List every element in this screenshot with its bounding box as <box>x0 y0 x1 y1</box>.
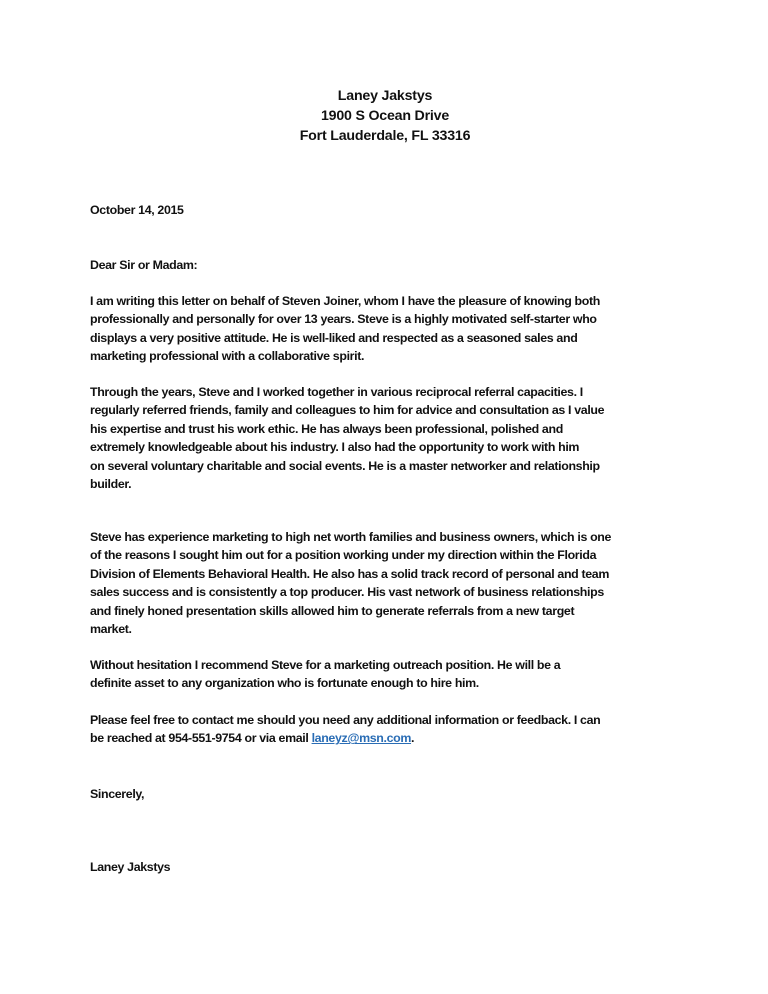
paragraph-line: marketing professional with a collaborative spirit. <box>90 349 365 364</box>
email-link[interactable]: laneyz@msn.com <box>311 731 412 746</box>
signature-name: Laney Jakstys <box>90 860 171 874</box>
paragraph-line: Without hesitation I recommend Steve for a marketing outreach position. He will be a <box>90 658 561 672</box>
sender-street: 1900 S Ocean Drive <box>320 108 450 124</box>
paragraph-line: definite asset to any organization who is fortunate enough to hire him. <box>90 676 479 691</box>
paragraph-line: Please feel free to contact me should you need any additional information or feedback. I can <box>90 713 601 727</box>
paragraph-line: sales success and is consistently a top producer. His vast network of business relationships <box>90 585 604 600</box>
paragraph-line: Steve has experience marketing to high net worth families and business owners, which is one <box>90 530 612 544</box>
paragraph-line: of the reasons I sought him out for a position working under my direction within the Florida <box>90 548 597 563</box>
contact-text: be reached at 954-551-9754 or via email <box>90 731 312 746</box>
paragraph-line: Division of Elements Behavioral Health. He also has a solid track record of personal and team <box>90 566 610 581</box>
paragraph-line: extremely knowledgeable about his industry. I also had the opportunity to work with him <box>90 440 580 455</box>
sender-address-block <box>0 86 768 146</box>
paragraph-line: displays a very positive attitude. He is well-liked and respected as a seasoned sales and <box>90 330 578 345</box>
sender-name: Laney Jakstys <box>337 88 433 104</box>
paragraph-line: I am writing this letter on behalf of Steven Joiner, whom I have the pleasure of knowing both <box>90 294 600 308</box>
paragraph-line: regularly referred friends, family and colleagues to him for advice and consultation as I value <box>90 403 605 418</box>
letter-date: October 14, 2015 <box>90 203 184 217</box>
paragraph-4 <box>90 656 690 693</box>
contact-paragraph <box>90 711 690 748</box>
paragraph-1 <box>90 292 690 366</box>
paragraph-line <box>90 729 690 747</box>
paragraph-line: professionally and personally for over 13 years. Steve is a highly motivated self-starter who <box>90 312 597 327</box>
paragraph-line: his expertise and trust his work ethic. He has always been professional, polished and <box>90 421 563 436</box>
paragraph-2 <box>90 383 690 493</box>
paragraph-line: market. <box>90 622 132 637</box>
sender-city-state-zip: Fort Lauderdale, FL 33316 <box>299 128 471 144</box>
paragraph-3 <box>90 528 690 638</box>
paragraph-line: Through the years, Steve and I worked together in various reciprocal referral capacities. I <box>90 385 583 399</box>
contact-text-end: . <box>411 731 415 746</box>
salutation: Dear Sir or Madam: <box>90 258 198 272</box>
paragraph-line: and finely honed presentation skills allowed him to generate referrals from a new target <box>90 603 575 618</box>
paragraph-line: builder. <box>90 477 132 492</box>
paragraph-line: on several voluntary charitable and social events. He is a master networker and relationship <box>90 458 600 473</box>
closing: Sincerely, <box>90 787 145 801</box>
